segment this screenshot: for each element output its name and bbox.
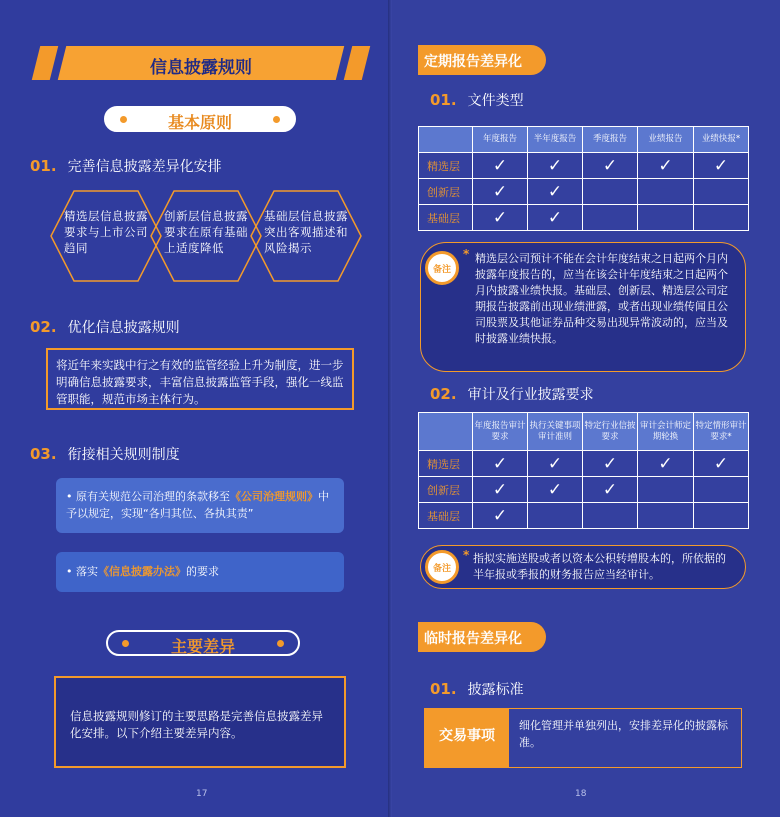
row-label: 创新层 [419,179,473,205]
section-banner [36,46,366,80]
check-cell [638,503,694,529]
section-number: 02. [30,318,57,336]
check-cell [638,205,694,231]
check-cell [583,179,638,205]
note-box-periodic [420,242,746,372]
rules-description-box: 将近年来实践中行之有效的监管经验上升为制度，进一步明确信息披露要求，丰富信息披露监管手段，强化一线监管职能，规范市场主体行为。 [46,348,354,410]
hex-card-base-tier [250,190,362,282]
check-cell: ✓ [694,451,749,477]
column-header: 业绩报告 [638,127,694,153]
section-heading-audit [430,384,594,404]
check-cell: ✓ [638,153,694,179]
check-cell [528,503,583,529]
section-heading-file-types [430,90,524,110]
column-header: 审计会计师定期轮换 [638,413,694,451]
note-text: 精选层公司预计不能在会计年度结束之日起两个月内披露年度报告的，应当在该会计年度结束之日起两个月内披露业绩快报。基础层、创新层、精选层公司定期报告披露前出现业绩泄露，或者出现业绩传闻且公司股票及其他证券品种交易出现异常波动的，应当及时披露业绩快报。 [475,252,728,345]
column-header: 季度报告 [583,127,638,153]
table-row [419,179,749,205]
check-cell: ✓ [528,179,583,205]
pill-heading-basic-principles [104,106,296,132]
hex-card-selected-tier [50,190,162,282]
check-cell: ✓ [473,153,528,179]
trade-text: 细化管理并单独列出，安排差异化的披露标准。 [519,719,728,749]
trade-label: 交易事项 [425,709,509,767]
dot-icon [273,116,280,123]
table-corner [419,127,473,153]
check-cell: ✓ [473,179,528,205]
asterisk-icon: * [463,247,470,261]
check-cell: ✓ [473,205,528,231]
check-cell [694,205,749,231]
section-title: 审计及行业披露要求 [467,387,594,403]
check-cell: ✓ [473,451,528,477]
table-row [419,503,749,529]
check-cell [638,179,694,205]
check-cell: ✓ [528,451,583,477]
page-fold [388,0,392,817]
intro-box: 信息披露规则修订的主要思路是完善信息披露差异化安排。以下介绍主要差异内容。 [54,676,346,768]
section-heading-1 [30,156,222,176]
column-header: 业绩快报* [694,127,749,153]
check-cell [583,503,638,529]
note-badge-icon: 备注 [425,251,459,285]
row-label: 精选层 [419,451,473,477]
check-cell: ✓ [583,153,638,179]
column-header: 执行关键事项审计准则 [528,413,583,451]
check-cell: ✓ [473,503,528,529]
section-title: 优化信息披露规则 [67,320,180,336]
tab-periodic-report: 定期报告差异化 [418,45,546,75]
row-label: 基础层 [419,503,473,529]
check-cell: ✓ [528,477,583,503]
info-card-governance: • 原有关规范公司治理的条款移至《公司治理规则》中予以规定，实现“各归其位、各执其责” [56,478,344,533]
check-cell: ✓ [638,451,694,477]
hex-text: 基础层信息披露突出客观描述和风险揭示 [264,209,348,255]
section-title: 衔接相关规则制度 [67,447,180,463]
pill-label: 主要差异 [170,637,235,656]
highlight-link-text: 《信息披露办法》 [98,565,186,578]
check-cell: ✓ [583,477,638,503]
section-number: 03. [30,445,57,463]
table-row [419,153,749,179]
note-badge-icon: 备注 [425,550,459,584]
hex-text: 精选层信息披露要求与上市公司趋同 [64,209,148,255]
tab-interim-report: 临时报告差异化 [418,622,546,652]
note-text: 指拟实施送股或者以资本公积转增股本的，所依据的半年报或季报的财务报告应当经审计。 [473,552,726,581]
section-title: 文件类型 [467,93,524,109]
hex-text: 创新层信息披露要求在原有基础上适度降低 [164,209,248,255]
highlight-link-text: 《公司治理规则》 [229,490,318,503]
banner-title: 信息披露规则 [150,58,252,78]
table-row [419,205,749,231]
audit-requirement-table [418,412,749,529]
section-number: 01. [430,680,457,698]
row-label: 基础层 [419,205,473,231]
hex-card-innovation-tier [150,190,262,282]
row-label: 创新层 [419,477,473,503]
section-heading-disclosure-standard [430,679,524,699]
section-title: 披露标准 [467,682,524,698]
check-cell: ✓ [694,153,749,179]
pill-label: 基本原则 [167,113,232,132]
column-header: 年度报告 [473,127,528,153]
table-row [419,451,749,477]
check-cell: ✓ [473,477,528,503]
page-number: 18 [575,789,587,799]
section-heading-3 [30,444,180,464]
section-title: 完善信息披露差异化安排 [67,159,222,175]
section-number: 01. [30,157,57,175]
column-header: 特定行业信披要求 [583,413,638,451]
table-corner [419,413,473,451]
check-cell [583,205,638,231]
asterisk-icon: * [463,548,470,562]
column-header: 半年度报告 [528,127,583,153]
table-row [419,477,749,503]
dot-icon [277,640,284,647]
row-label: 精选层 [419,153,473,179]
trade-matters-box [424,708,742,768]
pill-heading-main-differences [106,630,300,656]
file-type-table [418,126,749,231]
page-number: 17 [196,789,208,799]
section-number: 02. [430,385,457,403]
info-card-disclosure-method: • 落实《信息披露办法》的要求 [56,552,344,592]
section-number: 01. [430,91,457,109]
check-cell [694,179,749,205]
check-cell: ✓ [583,451,638,477]
note-box-audit [420,545,746,589]
section-heading-2 [30,317,180,337]
check-cell [638,477,694,503]
column-header: 特定情形审计要求* [694,413,749,451]
check-cell [694,503,749,529]
check-cell: ✓ [528,205,583,231]
check-cell: ✓ [528,153,583,179]
column-header: 年度报告审计要求 [473,413,528,451]
check-cell [694,477,749,503]
